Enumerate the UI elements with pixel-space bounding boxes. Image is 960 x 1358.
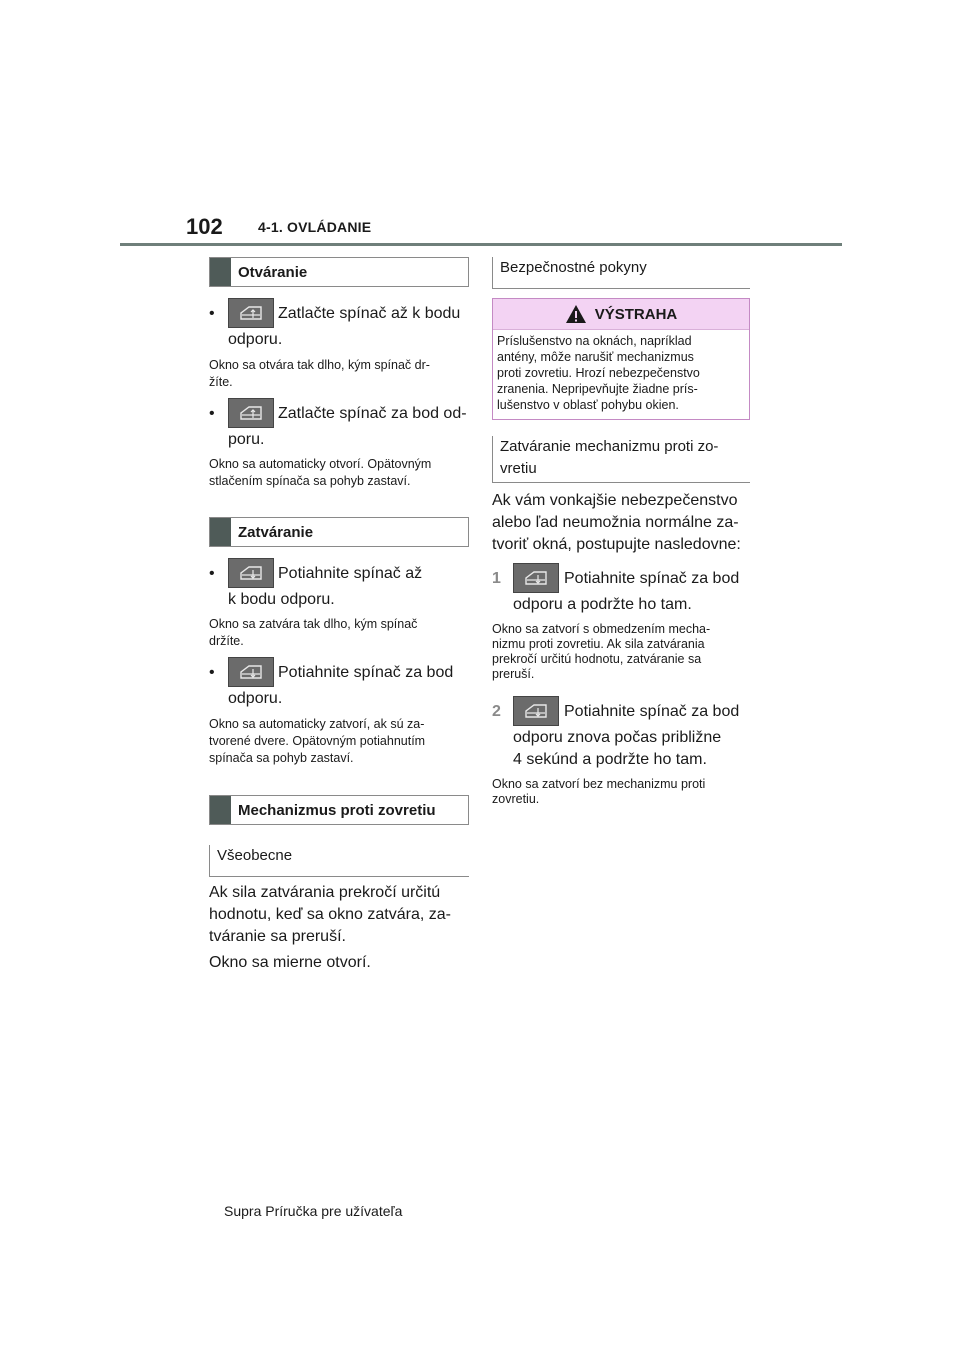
note-override-1 <box>492 622 750 682</box>
window-switch-icon <box>228 558 274 588</box>
heading-label: Otváranie <box>238 263 308 281</box>
step-text: Potiahnite spínač až <box>278 565 423 582</box>
page-number: 102 <box>186 214 223 239</box>
text-line: Ak sila zatvárania prekročí určitú <box>209 884 441 901</box>
header-divider <box>120 243 842 246</box>
note-close-2 <box>209 716 469 767</box>
window-switch-icon <box>513 696 559 726</box>
warning-triangle-icon <box>565 304 587 324</box>
warning-header <box>493 299 749 330</box>
bullet: • <box>209 565 215 582</box>
window-switch-icon <box>228 657 274 687</box>
bullet: • <box>209 305 215 322</box>
step-text-cont: odporu. <box>228 331 283 348</box>
step-text: Zatlačte spínač za bod od- <box>278 405 467 422</box>
warning-line: zranenia. Nepripevňujte žiadne prís- <box>497 382 698 396</box>
window-switch-icon <box>513 563 559 593</box>
subheading-line: vretiu <box>500 460 537 477</box>
subheading-override <box>492 436 750 483</box>
warning-line: proti zovretiu. Hrozí nebezpečenstvo <box>497 366 700 380</box>
note-line: Okno sa zatvára tak dlho, kým spínač <box>209 617 418 631</box>
step-close-2 <box>209 661 469 711</box>
step-text: Zatlačte spínač až k bodu <box>278 305 461 322</box>
step-open-1 <box>209 302 469 352</box>
text-line: alebo ľad neumožnia normálne za- <box>492 514 739 531</box>
note-open-2 <box>209 456 469 490</box>
bullet: • <box>209 664 215 681</box>
heading-closing <box>209 517 469 547</box>
step-number: 1 <box>492 570 501 587</box>
warning-line: antény, môže narušiť mechanizmus <box>497 350 694 364</box>
note-line: Okno sa automaticky zatvorí, ak sú za- <box>209 717 425 731</box>
text-line: tváranie sa preruší. <box>209 928 346 945</box>
step-number: 2 <box>492 703 501 720</box>
note-line: žíte. <box>209 375 233 389</box>
step-text: Potiahnite spínač za bod <box>564 703 740 720</box>
note-line: preruší. <box>492 667 535 681</box>
window-switch-icon <box>228 398 274 428</box>
step-text-cont: odporu znova počas približne <box>513 729 722 746</box>
override-intro <box>492 490 750 556</box>
note-open-1 <box>209 357 469 391</box>
subheading-safety: Bezpečnostné pokyny <box>492 257 750 289</box>
text-line: hodnotu, keď sa okno zatvára, za- <box>209 906 451 923</box>
step-text-cont: 4 sekúnd a podržte ho tam. <box>513 751 707 768</box>
note-line: zovretiu. <box>492 792 540 806</box>
note-line: tvorené dvere. Opätovným potiahnutím <box>209 734 426 748</box>
warning-text <box>493 330 749 413</box>
heading-label: Mechanizmus proti zovretiu <box>238 801 436 819</box>
general-text <box>209 882 469 948</box>
note-line: držíte. <box>209 634 244 648</box>
note-line: stlačením spínača sa pohyb zastaví. <box>209 474 411 488</box>
footer-text: Supra Príručka pre užívateľa <box>224 1203 403 1219</box>
step-text-cont: poru. <box>228 431 265 448</box>
heading-bar <box>210 796 231 824</box>
warning-title: VÝSTRAHA <box>594 305 678 323</box>
step-text: Potiahnite spínač za bod <box>278 664 454 681</box>
note-line: Okno sa otvára tak dlho, kým spínač dr- <box>209 358 430 372</box>
window-switch-icon <box>228 298 274 328</box>
note-close-1 <box>209 616 469 650</box>
heading-anti-pinch <box>209 795 469 825</box>
step-override-2 <box>492 700 750 770</box>
section-title: 4-1. OVLÁDANIE <box>258 219 372 235</box>
warning-line: Príslušenstvo na oknách, napríklad <box>497 334 692 348</box>
note-line: Okno sa zatvorí s obmedzením mecha- <box>492 622 711 636</box>
note-line: prekročí určitú hodnotu, zatváranie sa <box>492 652 702 666</box>
warning-line: lušenstvo v oblasť pohybu okien. <box>497 398 679 412</box>
step-text-cont: odporu a podržte ho tam. <box>513 596 692 613</box>
general-text-2: Okno sa mierne otvorí. <box>209 954 371 971</box>
step-text-cont: k bodu odporu. <box>228 591 335 608</box>
heading-bar <box>210 258 231 286</box>
warning-box <box>492 298 750 420</box>
note-line: spínača sa pohyb zastaví. <box>209 751 354 765</box>
step-open-2 <box>209 402 469 452</box>
heading-opening <box>209 257 469 287</box>
text-line: tvoriť okná, postupujte nasledovne: <box>492 536 741 553</box>
text-line: Ak vám vonkajšie nebezpečenstvo <box>492 492 738 509</box>
note-line: Okno sa automaticky otvorí. Opätovným <box>209 457 432 471</box>
subheading-general: Všeobecne <box>209 845 469 877</box>
note-line: nizmu proti zovretiu. Ak sila zatvárania <box>492 637 705 651</box>
heading-label: Zatváranie <box>238 523 314 541</box>
subheading-line: Zatváranie mechanizmu proti zo- <box>500 438 719 455</box>
note-line: Okno sa zatvorí bez mechanizmu proti <box>492 777 706 791</box>
step-override-1 <box>492 567 750 617</box>
bullet: • <box>209 405 215 422</box>
note-override-2 <box>492 777 750 807</box>
step-text-cont: odporu. <box>228 690 283 707</box>
step-text: Potiahnite spínač za bod <box>564 570 740 587</box>
step-close-1 <box>209 562 469 612</box>
heading-bar <box>210 518 231 546</box>
